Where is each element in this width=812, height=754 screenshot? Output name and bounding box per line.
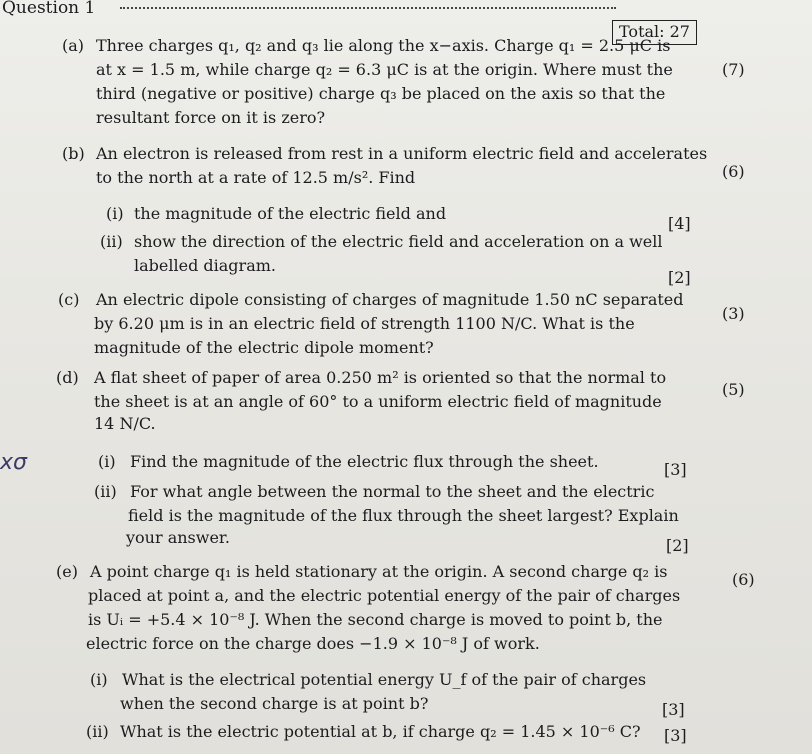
- part-e-line-1: A point charge q₁ is held stationary at the origin. A second charge q₂ is: [90, 562, 668, 581]
- part-a-line-4: resultant force on it is zero?: [96, 108, 326, 127]
- part-a-marks: (7): [722, 60, 745, 79]
- part-b-line-2: to the north at a rate of 12.5 m/s². Find: [96, 168, 416, 187]
- handwritten-margin-note: xσ: [0, 450, 27, 475]
- part-b-marks: (6): [722, 162, 745, 181]
- part-e-i-line-2: when the second charge is at point b?: [120, 694, 429, 713]
- part-c-label: (c): [58, 290, 80, 309]
- question-title: Question 1: [2, 0, 96, 18]
- part-d-label: (d): [56, 368, 79, 387]
- part-c-line-1: An electric dipole consisting of charges of magnitude 1.50 nC separated: [96, 290, 684, 309]
- part-d-ii-line-3: your answer.: [126, 528, 230, 547]
- part-e-i-label: (i): [90, 670, 108, 689]
- part-e-i-marks: [3]: [662, 700, 685, 719]
- part-e-marks: (6): [732, 570, 755, 589]
- part-d-line-2: the sheet is at an angle of 60° to a uniform electric field of magnitude: [94, 392, 662, 411]
- part-b-i-label: (i): [106, 204, 124, 223]
- part-a-label: (a): [62, 36, 85, 55]
- total-marks-box: Total: 27: [612, 20, 697, 45]
- part-e-ii-label: (ii): [86, 722, 109, 741]
- part-d-ii-line-2: field is the magnitude of the flux through the sheet largest? Explain: [128, 506, 679, 525]
- part-b-ii-marks: [2]: [668, 268, 691, 287]
- part-d-ii-label: (ii): [94, 482, 117, 501]
- part-e-line-3: is Uᵢ = +5.4 × 10⁻⁸ J. When the second charge is moved to point b, the: [88, 610, 663, 629]
- part-b-ii-line-2: labelled diagram.: [134, 256, 276, 275]
- part-b-i-line-1: the magnitude of the electric field and: [134, 204, 447, 223]
- part-a-line-2: at x = 1.5 m, while charge q₂ = 6.3 μC is at the origin. Where must the: [96, 60, 673, 79]
- part-b-line-1: An electron is released from rest in a uniform electric field and accelerates: [96, 144, 708, 163]
- part-e-ii-marks: [3]: [664, 726, 687, 745]
- part-e-label: (e): [56, 562, 78, 581]
- part-a-line-3: third (negative or positive) charge q₃ be placed on the axis so that the: [96, 84, 666, 103]
- part-c-marks: (3): [722, 304, 745, 323]
- part-d-ii-line-1: For what angle between the normal to the sheet and the electric: [130, 482, 655, 501]
- part-a-line-1: Three charges q₁, q₂ and q₃ lie along the x−axis. Charge q₁ = 2.5 μC is: [96, 36, 671, 55]
- part-d-i-line-1: Find the magnitude of the electric flux through the sheet.: [130, 452, 599, 471]
- header-dotted-rule: [120, 7, 616, 9]
- part-d-i-marks: [3]: [664, 460, 687, 479]
- part-d-i-label: (i): [98, 452, 116, 471]
- part-d-ii-marks: [2]: [666, 536, 689, 555]
- part-c-line-3: magnitude of the electric dipole moment?: [94, 338, 434, 357]
- part-b-label: (b): [62, 144, 85, 163]
- part-c-line-2: by 6.20 μm is in an electric field of strength 1100 N/C. What is the: [94, 314, 635, 333]
- part-e-line-2: placed at point a, and the electric potential energy of the pair of charges: [88, 586, 681, 605]
- part-d-line-3: 14 N/C.: [94, 414, 156, 433]
- part-b-i-marks: [4]: [668, 214, 691, 233]
- part-e-i-line-1: What is the electrical potential energy U_f of the pair of charges: [122, 670, 647, 689]
- part-b-ii-line-1: show the direction of the electric field and acceleration on a well: [134, 232, 663, 251]
- part-d-line-1: A flat sheet of paper of area 0.250 m² is oriented so that the normal to: [94, 368, 667, 387]
- part-e-line-4: electric force on the charge does −1.9 × 10⁻⁸ J of work.: [86, 634, 540, 653]
- part-e-ii-line-1: What is the electric potential at b, if charge q₂ = 1.45 × 10⁻⁶ C?: [120, 722, 641, 741]
- part-b-ii-label: (ii): [100, 232, 123, 251]
- part-d-marks: (5): [722, 380, 745, 399]
